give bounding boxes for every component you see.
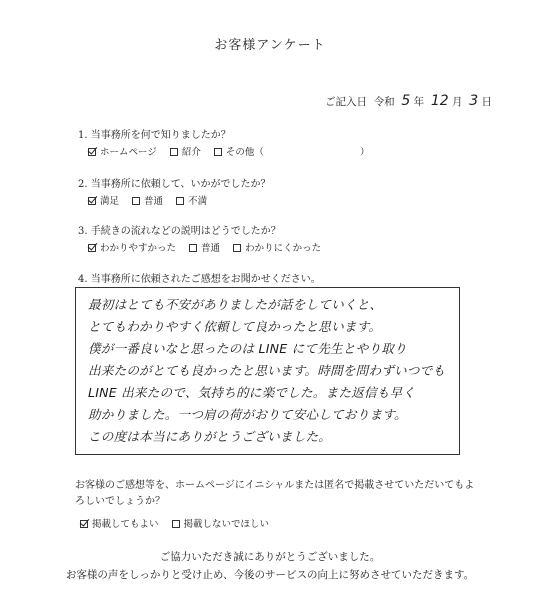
checkbox[interactable] <box>233 244 241 252</box>
checkbox[interactable] <box>88 197 96 205</box>
date-year-unit: 年 <box>413 96 425 108</box>
checkbox[interactable] <box>170 148 178 156</box>
checkbox[interactable] <box>189 244 197 252</box>
option-label: 普通 <box>144 196 164 207</box>
question-3: 3. 手続きの流れなどの説明はどうでしたか？ <box>78 226 281 237</box>
comment-line: とてもわかりやすく依頼して良かったと思います。 <box>88 319 382 334</box>
checkbox[interactable] <box>88 148 96 156</box>
date-month-unit: 月 <box>452 96 463 108</box>
q3-option-normal[interactable] <box>189 240 220 254</box>
option-label: 紹介 <box>181 147 201 158</box>
comment-line: LINE 出来たので、気持ち的に楽でした。また返信も早く <box>88 385 416 400</box>
question-1: 1. 当事務所を何で知りましたか？ <box>78 130 231 141</box>
date-day: 3 <box>469 93 479 109</box>
checkbox[interactable] <box>172 520 180 528</box>
publish-option-no[interactable] <box>172 516 270 530</box>
comment-box[interactable] <box>75 287 460 455</box>
footer-message: お客様の声をしっかりと受け止め、今後のサービスの向上に努めさせていただきます。 <box>65 569 475 581</box>
option-label: わかりにくかった <box>245 243 322 254</box>
checkbox[interactable] <box>132 197 140 205</box>
date-day-unit: 日 <box>481 96 492 108</box>
date-year: 5 <box>401 93 411 109</box>
q3-option-easy[interactable] <box>88 240 176 254</box>
comment-line: 出来たのがとても良かったと思います。時間を問わずいつでも <box>88 363 446 378</box>
question-3-options <box>88 240 331 254</box>
q1-other-close: ） <box>360 147 370 158</box>
date-label: ご記入日 <box>325 96 367 108</box>
option-label: 掲載してもよい <box>92 519 159 530</box>
comment-line: 僕が一番良いなと思ったのは LINE にて先生とやり取り <box>88 341 407 356</box>
checkbox[interactable] <box>214 148 222 156</box>
q1-option-referral[interactable] <box>170 144 201 158</box>
publish-option-yes[interactable] <box>80 516 159 530</box>
q2-option-unsatisfied[interactable] <box>176 193 207 207</box>
question-4: 4. 当事務所に依頼されたご感想をお聞かせください。 <box>78 274 321 285</box>
option-label: ホームページ <box>100 147 157 158</box>
q2-option-satisfied[interactable] <box>88 193 119 207</box>
q2-option-normal[interactable] <box>132 193 163 207</box>
checkbox[interactable] <box>176 197 184 205</box>
option-label: わかりやすかった <box>100 243 177 254</box>
publish-question <box>75 478 474 510</box>
question-2: 2. 当事務所に依頼して、いかがでしたか？ <box>78 179 271 190</box>
option-label: 普通 <box>201 243 221 254</box>
option-label: 掲載しないでほしい <box>183 519 270 530</box>
survey-title: お客様アンケート <box>214 38 326 53</box>
option-label: 不満 <box>188 196 208 207</box>
q3-option-hard[interactable] <box>233 240 321 254</box>
q1-option-other[interactable] <box>214 144 264 158</box>
q1-option-homepage[interactable] <box>88 144 157 158</box>
question-2-options <box>88 193 217 207</box>
option-label: その他（ <box>225 147 264 158</box>
question-1-options <box>88 144 274 158</box>
comment-line: 最初はとても不安がありましたが話をしていくと、 <box>88 297 383 312</box>
entry-date <box>325 93 492 109</box>
comment-line: 助かりました。一つ肩の荷がおりて安心しております。 <box>88 407 407 422</box>
comment-line: この度は本当にありがとうございました。 <box>88 429 332 444</box>
publish-question-line-2: ろしいでしょうか？ <box>75 496 165 507</box>
publish-question-line-1: お客様のご感想等を、ホームページにイニシャルまたは匿名で掲載させていただいてもよ <box>75 480 475 491</box>
checkbox[interactable] <box>88 244 96 252</box>
checkbox[interactable] <box>80 520 88 528</box>
date-month: 12 <box>430 93 449 109</box>
footer-thanks: ご協力いただき誠にありがとうございました。 <box>159 551 381 563</box>
option-label: 満足 <box>100 196 120 207</box>
date-era: 令和 <box>373 96 395 108</box>
publish-options <box>80 516 279 530</box>
